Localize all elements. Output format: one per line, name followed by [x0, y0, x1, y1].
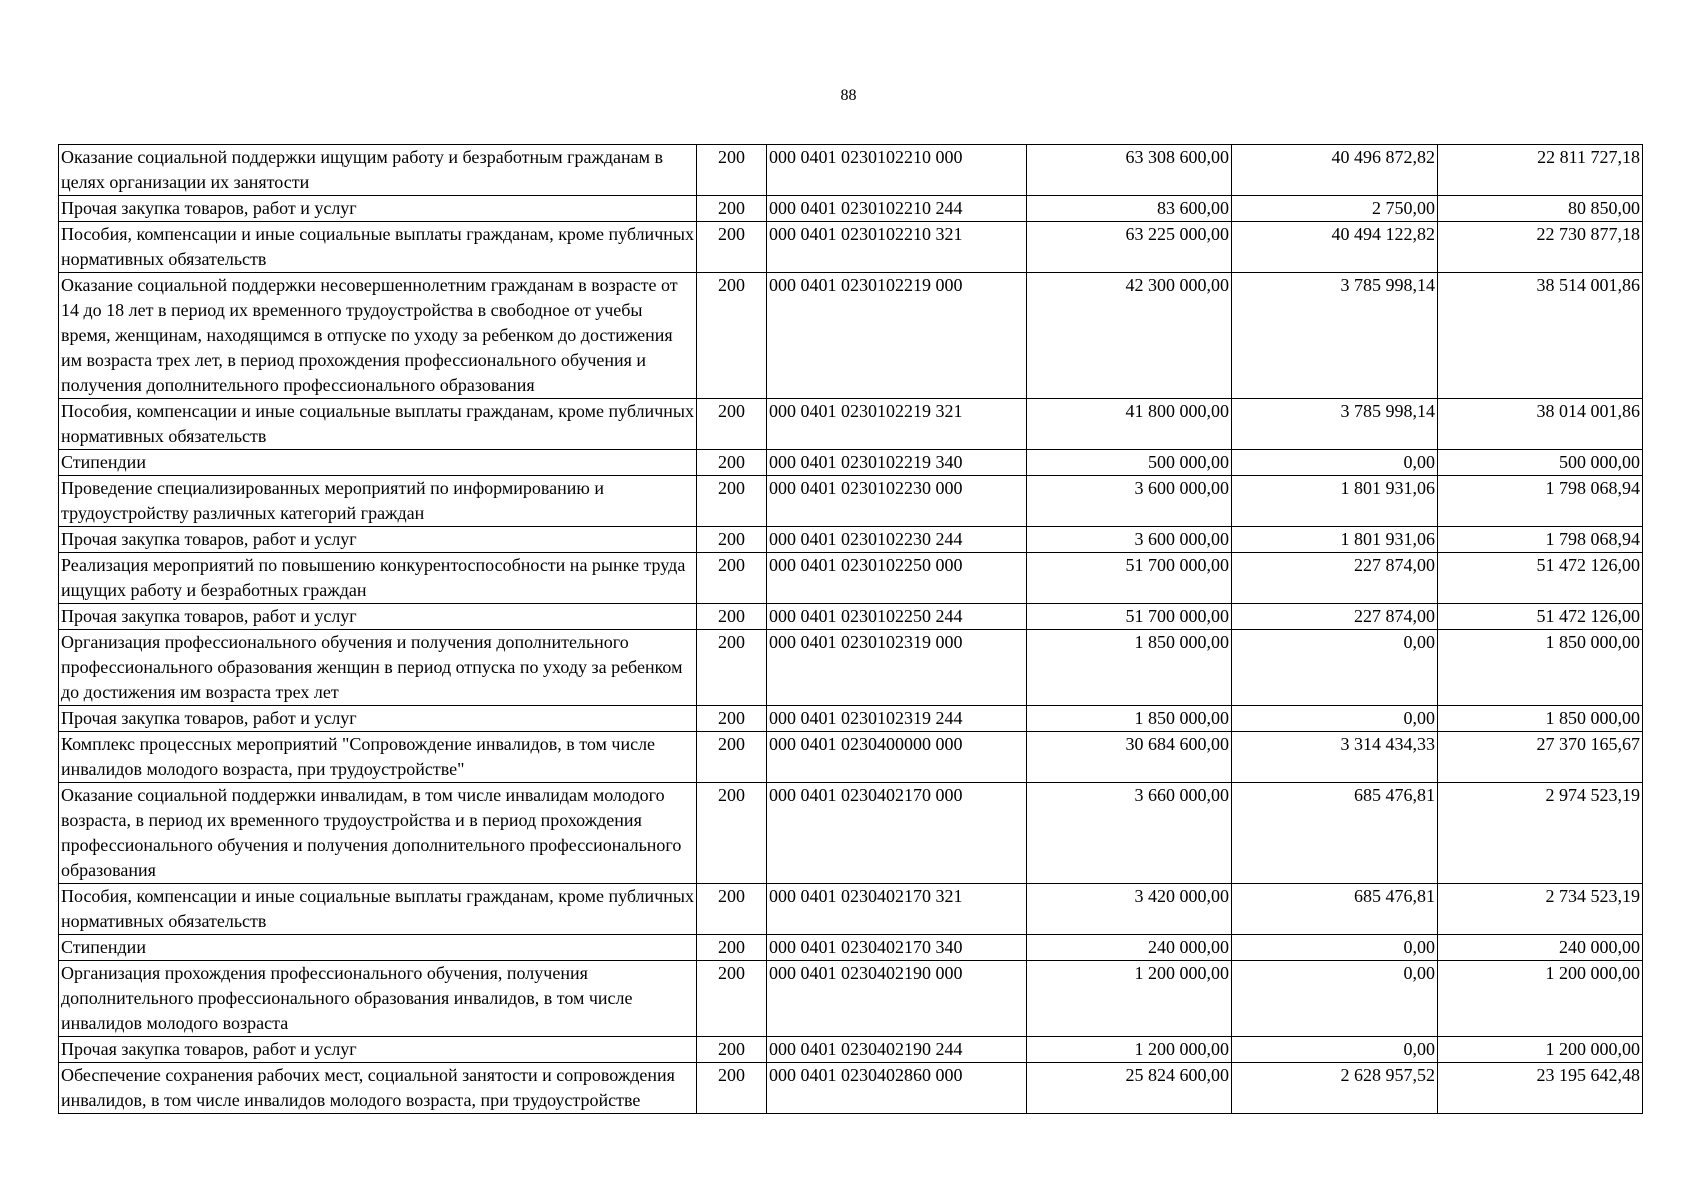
cell-budget-code: 000 0401 0230400000 000 [767, 732, 1027, 783]
cell-unexecuted: 240 000,00 [1438, 935, 1643, 961]
cell-executed: 40 494 122,82 [1232, 222, 1438, 273]
cell-executed: 1 801 931,06 [1232, 476, 1438, 527]
cell-unexecuted: 2 974 523,19 [1438, 783, 1643, 884]
cell-line-code: 200 [697, 476, 767, 527]
cell-executed: 0,00 [1232, 1037, 1438, 1063]
cell-name: Прочая закупка товаров, работ и услуг [59, 527, 697, 553]
table-row [59, 196, 1643, 222]
table-row [59, 604, 1643, 630]
cell-budget-code: 000 0401 0230402190 244 [767, 1037, 1027, 1063]
cell-line-code: 200 [697, 196, 767, 222]
cell-budget-code: 000 0401 0230102230 244 [767, 527, 1027, 553]
cell-approved: 51 700 000,00 [1027, 553, 1232, 604]
cell-line-code: 200 [697, 1037, 767, 1063]
cell-executed: 3 314 434,33 [1232, 732, 1438, 783]
cell-approved: 240 000,00 [1027, 935, 1232, 961]
cell-name: Прочая закупка товаров, работ и услуг [59, 706, 697, 732]
table-row [59, 553, 1643, 604]
cell-line-code: 200 [697, 450, 767, 476]
cell-name: Оказание социальной поддержки инвалидам, в том числе инвалидам молодого возраста, в период их временного трудоустройства и в период прохождения профессионального обучения и получения дополнительного профессионального образования [59, 783, 697, 884]
cell-executed: 685 476,81 [1232, 783, 1438, 884]
table-row [59, 145, 1643, 196]
cell-line-code: 200 [697, 783, 767, 884]
cell-unexecuted: 1 200 000,00 [1438, 961, 1643, 1037]
cell-budget-code: 000 0401 0230102219 321 [767, 399, 1027, 450]
cell-line-code: 200 [697, 527, 767, 553]
cell-budget-code: 000 0401 0230102210 321 [767, 222, 1027, 273]
cell-executed: 0,00 [1232, 630, 1438, 706]
cell-line-code: 200 [697, 1063, 767, 1114]
cell-unexecuted: 38 014 001,86 [1438, 399, 1643, 450]
cell-name: Комплекс процессных мероприятий "Сопровождение инвалидов, в том числе инвалидов молодого возраста, при трудоустройстве" [59, 732, 697, 783]
cell-budget-code: 000 0401 0230102219 340 [767, 450, 1027, 476]
cell-executed: 0,00 [1232, 706, 1438, 732]
cell-approved: 41 800 000,00 [1027, 399, 1232, 450]
cell-approved: 30 684 600,00 [1027, 732, 1232, 783]
page-number: 88 [840, 87, 857, 104]
cell-executed: 227 874,00 [1232, 553, 1438, 604]
cell-line-code: 200 [697, 630, 767, 706]
cell-name: Прочая закупка товаров, работ и услуг [59, 196, 697, 222]
table-row [59, 884, 1643, 935]
table-row [59, 222, 1643, 273]
cell-approved: 63 308 600,00 [1027, 145, 1232, 196]
cell-line-code: 200 [697, 732, 767, 783]
cell-unexecuted: 51 472 126,00 [1438, 553, 1643, 604]
table-row [59, 476, 1643, 527]
cell-executed: 227 874,00 [1232, 604, 1438, 630]
cell-unexecuted: 51 472 126,00 [1438, 604, 1643, 630]
cell-executed: 2 628 957,52 [1232, 1063, 1438, 1114]
table-body [59, 145, 1643, 1114]
cell-approved: 1 200 000,00 [1027, 961, 1232, 1037]
cell-name: Стипендии [59, 450, 697, 476]
cell-name: Организация профессионального обучения и получения дополнительного профессионального образования женщин в период отпуска по уходу за ребенком до достижения им возраста трех лет [59, 630, 697, 706]
cell-budget-code: 000 0401 0230102319 000 [767, 630, 1027, 706]
cell-line-code: 200 [697, 706, 767, 732]
cell-line-code: 200 [697, 961, 767, 1037]
cell-line-code: 200 [697, 884, 767, 935]
table-row [59, 273, 1643, 399]
cell-budget-code: 000 0401 0230102250 000 [767, 553, 1027, 604]
cell-unexecuted: 80 850,00 [1438, 196, 1643, 222]
cell-approved: 42 300 000,00 [1027, 273, 1232, 399]
cell-budget-code: 000 0401 0230402170 340 [767, 935, 1027, 961]
cell-unexecuted: 38 514 001,86 [1438, 273, 1643, 399]
cell-budget-code: 000 0401 0230102210 000 [767, 145, 1027, 196]
cell-name: Обеспечение сохранения рабочих мест, социальной занятости и сопровождения инвалидов, в том числе инвалидов молодого возраста, при трудоустройстве [59, 1063, 697, 1114]
cell-line-code: 200 [697, 935, 767, 961]
cell-approved: 25 824 600,00 [1027, 1063, 1232, 1114]
cell-name: Пособия, компенсации и иные социальные выплаты гражданам, кроме публичных нормативных обязательств [59, 399, 697, 450]
cell-name: Прочая закупка товаров, работ и услуг [59, 604, 697, 630]
cell-approved: 83 600,00 [1027, 196, 1232, 222]
table-row [59, 1037, 1643, 1063]
table-row [59, 1063, 1643, 1114]
cell-executed: 0,00 [1232, 450, 1438, 476]
cell-unexecuted: 1 850 000,00 [1438, 630, 1643, 706]
cell-approved: 63 225 000,00 [1027, 222, 1232, 273]
cell-approved: 3 600 000,00 [1027, 476, 1232, 527]
table-row [59, 961, 1643, 1037]
cell-approved: 51 700 000,00 [1027, 604, 1232, 630]
cell-budget-code: 000 0401 0230102219 000 [767, 273, 1027, 399]
table-row [59, 783, 1643, 884]
cell-name: Оказание социальной поддержки несовершеннолетним гражданам в возрасте от 14 до 18 лет в период их временного трудоустройства в свободное от учебы время, женщинам, находящимся в отпуске по уходу за ребенком до достижения им возраста трех лет, в период прохождения профессионального обучения и получения дополнительного профессионального образования [59, 273, 697, 399]
cell-name: Организация прохождения профессионального обучения, получения дополнительного профессионального образования инвалидов, в том числе инвалидов молодого возраста [59, 961, 697, 1037]
cell-executed: 0,00 [1232, 935, 1438, 961]
table-row [59, 527, 1643, 553]
cell-executed: 40 496 872,82 [1232, 145, 1438, 196]
cell-executed: 3 785 998,14 [1232, 273, 1438, 399]
cell-name: Пособия, компенсации и иные социальные выплаты гражданам, кроме публичных нормативных обязательств [59, 884, 697, 935]
cell-unexecuted: 22 811 727,18 [1438, 145, 1643, 196]
cell-name: Пособия, компенсации и иные социальные выплаты гражданам, кроме публичных нормативных обязательств [59, 222, 697, 273]
cell-name: Реализация мероприятий по повышению конкурентоспособности на рынке труда ищущих работу и безработных граждан [59, 553, 697, 604]
cell-unexecuted: 1 200 000,00 [1438, 1037, 1643, 1063]
cell-name: Стипендии [59, 935, 697, 961]
cell-executed: 2 750,00 [1232, 196, 1438, 222]
cell-name: Оказание социальной поддержки ищущим работу и безработным гражданам в целях организации их занятости [59, 145, 697, 196]
cell-unexecuted: 1 798 068,94 [1438, 527, 1643, 553]
cell-unexecuted: 27 370 165,67 [1438, 732, 1643, 783]
cell-unexecuted: 23 195 642,48 [1438, 1063, 1643, 1114]
cell-approved: 1 850 000,00 [1027, 706, 1232, 732]
table-row [59, 450, 1643, 476]
cell-line-code: 200 [697, 222, 767, 273]
cell-approved: 3 420 000,00 [1027, 884, 1232, 935]
budget-table [58, 144, 1643, 1114]
table-row [59, 630, 1643, 706]
cell-budget-code: 000 0401 0230402170 000 [767, 783, 1027, 884]
cell-budget-code: 000 0401 0230102230 000 [767, 476, 1027, 527]
cell-approved: 500 000,00 [1027, 450, 1232, 476]
cell-executed: 3 785 998,14 [1232, 399, 1438, 450]
cell-unexecuted: 500 000,00 [1438, 450, 1643, 476]
cell-budget-code: 000 0401 0230102210 244 [767, 196, 1027, 222]
cell-budget-code: 000 0401 0230102250 244 [767, 604, 1027, 630]
table-row [59, 706, 1643, 732]
cell-line-code: 200 [697, 604, 767, 630]
cell-approved: 3 660 000,00 [1027, 783, 1232, 884]
cell-unexecuted: 1 850 000,00 [1438, 706, 1643, 732]
table-row [59, 935, 1643, 961]
cell-approved: 1 200 000,00 [1027, 1037, 1232, 1063]
cell-approved: 1 850 000,00 [1027, 630, 1232, 706]
cell-budget-code: 000 0401 0230402170 321 [767, 884, 1027, 935]
cell-budget-code: 000 0401 0230102319 244 [767, 706, 1027, 732]
cell-approved: 3 600 000,00 [1027, 527, 1232, 553]
cell-executed: 685 476,81 [1232, 884, 1438, 935]
cell-line-code: 200 [697, 553, 767, 604]
cell-line-code: 200 [697, 399, 767, 450]
cell-budget-code: 000 0401 0230402860 000 [767, 1063, 1027, 1114]
cell-name: Проведение специализированных мероприятий по информированию и трудоустройству различных категорий граждан [59, 476, 697, 527]
cell-unexecuted: 22 730 877,18 [1438, 222, 1643, 273]
cell-unexecuted: 2 734 523,19 [1438, 884, 1643, 935]
table-row [59, 732, 1643, 783]
cell-line-code: 200 [697, 145, 767, 196]
cell-line-code: 200 [697, 273, 767, 399]
cell-unexecuted: 1 798 068,94 [1438, 476, 1643, 527]
table-row [59, 399, 1643, 450]
cell-executed: 1 801 931,06 [1232, 527, 1438, 553]
cell-executed: 0,00 [1232, 961, 1438, 1037]
cell-name: Прочая закупка товаров, работ и услуг [59, 1037, 697, 1063]
cell-budget-code: 000 0401 0230402190 000 [767, 961, 1027, 1037]
